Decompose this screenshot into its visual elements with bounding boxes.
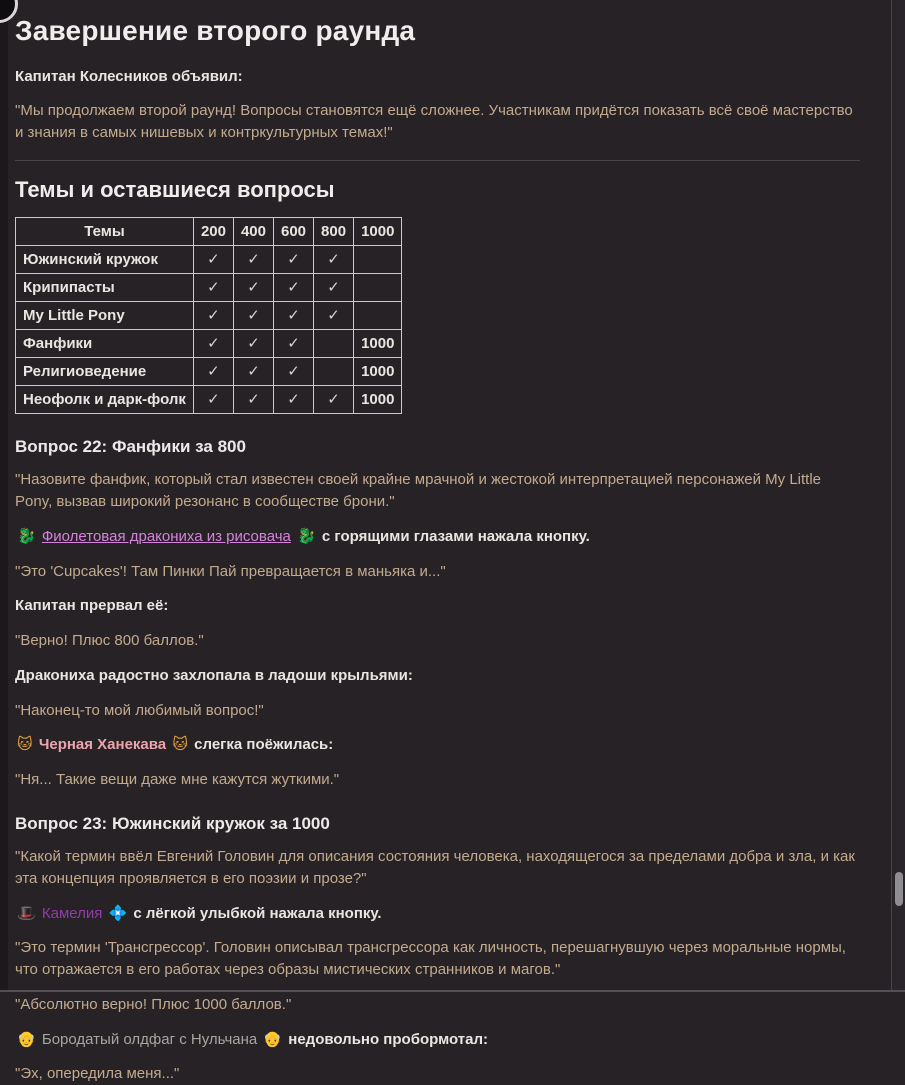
column-header-800: 800 xyxy=(314,218,354,246)
oldfag-character-name: Бородатый олдфаг с Нульчана xyxy=(41,1030,258,1048)
captain-verdict-quote: "Верно! Плюс 800 баллов." xyxy=(15,632,204,650)
table-row xyxy=(16,386,402,414)
dragon-answer-quote: "Это 'Cupcakes'! Там Пинки Пай превращается в маньяка и..." xyxy=(15,562,446,580)
topic-cell: Неофолк и дарк-фолк xyxy=(16,386,194,414)
cat-face-icon: 🐱 xyxy=(17,736,33,754)
column-header-200: 200 xyxy=(193,218,233,246)
dragon-clap-label: Дракониха радостно захлопала в ладоши крыльями: xyxy=(15,666,413,684)
table-row xyxy=(16,302,402,330)
announcement-quote: "Мы продолжаем второй раунд! Вопросы становятся ещё сложнее. Участникам придётся показать всё своё мастерство и знания в самых нишевых и контркультурных темах!" xyxy=(15,102,853,142)
captain-interrupt-label: Капитан прервал её: xyxy=(15,597,169,615)
value-cell: ✓ xyxy=(193,274,233,302)
column-header-1000: 1000 xyxy=(354,218,402,246)
page-title: Завершение второго раунда xyxy=(15,15,416,46)
value-cell xyxy=(354,302,402,330)
topics-table xyxy=(15,217,402,414)
oldfag-line xyxy=(15,1029,860,1051)
value-cell: ✓ xyxy=(274,358,314,386)
hanekawa-character-name: Черная Ханекава xyxy=(38,736,167,754)
value-cell: ✓ xyxy=(193,330,233,358)
value-cell: ✓ xyxy=(274,330,314,358)
value-cell: ✓ xyxy=(233,386,273,414)
kameliya-action-text: с лёгкой улыбкой нажала кнопку. xyxy=(133,904,382,922)
topic-cell: Религиоведение xyxy=(16,358,194,386)
question-22-heading: Вопрос 22: Фанфики за 800 xyxy=(15,437,246,457)
diamond-icon: 💠 xyxy=(108,904,128,922)
value-cell xyxy=(314,358,354,386)
column-header-topics: Темы xyxy=(16,218,194,246)
table-row xyxy=(16,274,402,302)
value-cell xyxy=(314,330,354,358)
dragon-icon: 🐉 xyxy=(17,527,36,545)
value-cell: ✓ xyxy=(233,246,273,274)
top-hat-icon: 🎩 xyxy=(17,904,36,922)
topic-cell: Южинский кружок xyxy=(16,246,194,274)
value-cell: ✓ xyxy=(274,274,314,302)
value-cell: 1000 xyxy=(354,330,402,358)
kameliya-answer-quote: "Это термин 'Трансгрессор'. Головин описывал трансгрессора как личность, перешагнувшую через моральные нормы, что отражается в его работах через образы мистических странников и магов." xyxy=(15,939,846,979)
value-cell: ✓ xyxy=(314,274,354,302)
dragon-character-name[interactable]: Фиолетовая дракониха из рисовача xyxy=(41,527,291,545)
value-cell: ✓ xyxy=(233,302,273,330)
table-row xyxy=(16,330,402,358)
scrollbar-thumb[interactable] xyxy=(895,872,903,906)
question-23-heading: Вопрос 23: Южинский кружок за 1000 xyxy=(15,813,330,833)
value-cell: ✓ xyxy=(193,386,233,414)
topic-cell: Крипипасты xyxy=(16,274,194,302)
table-row xyxy=(16,358,402,386)
value-cell: 1000 xyxy=(354,386,402,414)
value-cell: ✓ xyxy=(193,302,233,330)
kameliya-character-name: Камелия xyxy=(41,904,103,922)
value-cell xyxy=(354,274,402,302)
old-man-icon: 👴 xyxy=(263,1030,283,1048)
story-document xyxy=(15,0,860,1085)
value-cell: ✓ xyxy=(233,358,273,386)
section-divider xyxy=(15,160,860,161)
value-cell: ✓ xyxy=(314,246,354,274)
dragon-action-text: с горящими глазами нажала кнопку. xyxy=(321,527,590,545)
dragon-happy-quote: "Наконец-то мой любимый вопрос!" xyxy=(15,701,264,719)
window-left-edge xyxy=(0,0,8,992)
topic-cell: My Little Pony xyxy=(16,302,194,330)
table-header-row xyxy=(16,218,402,246)
dragon-press-line xyxy=(15,526,860,548)
question-23-text: "Какой термин ввёл Евгений Головин для описания состояния человека, находящегося за пределами добра и зла, и как эта концепция проявляется в его поэзии и прозе?" xyxy=(15,848,855,887)
value-cell: ✓ xyxy=(274,302,314,330)
announcer-label: Капитан Колесников объявил: xyxy=(15,67,243,85)
table-row xyxy=(16,246,402,274)
captain-verdict-quote-2: "Абсолютно верно! Плюс 1000 баллов." xyxy=(15,995,292,1013)
oldfag-quote: "Эх, опередила меня..." xyxy=(15,1065,180,1083)
kameliya-press-line xyxy=(15,903,860,925)
hanekawa-quote: "Ня... Такие вещи даже мне кажутся жуткими." xyxy=(15,771,340,789)
value-cell: ✓ xyxy=(274,246,314,274)
value-cell: ✓ xyxy=(233,330,273,358)
column-header-400: 400 xyxy=(233,218,273,246)
oldfag-action-text: недовольно пробормотал: xyxy=(288,1030,488,1048)
value-cell: ✓ xyxy=(193,246,233,274)
column-header-600: 600 xyxy=(274,218,314,246)
value-cell: 1000 xyxy=(354,358,402,386)
scrollbar[interactable] xyxy=(891,0,905,992)
cat-face-icon: 🐱 xyxy=(172,736,188,754)
value-cell: ✓ xyxy=(314,302,354,330)
old-man-icon: 👴 xyxy=(17,1030,36,1048)
topics-heading: Темы и оставшиеся вопросы xyxy=(15,176,335,202)
value-cell: ✓ xyxy=(314,386,354,414)
dragon-icon: 🐉 xyxy=(297,527,316,545)
question-22-text: "Назовите фанфик, который стал известен своей крайне мрачной и жестокой интерпретацией персонажей My Little Pony, вызвав широкий резонанс в сообществе брони." xyxy=(15,471,822,511)
value-cell: ✓ xyxy=(193,358,233,386)
hanekawa-action-text: слегка поёжилась: xyxy=(194,736,334,754)
topic-cell: Фанфики xyxy=(16,330,194,358)
value-cell xyxy=(354,246,402,274)
value-cell: ✓ xyxy=(274,386,314,414)
hanekawa-line xyxy=(15,734,860,756)
value-cell: ✓ xyxy=(233,274,273,302)
